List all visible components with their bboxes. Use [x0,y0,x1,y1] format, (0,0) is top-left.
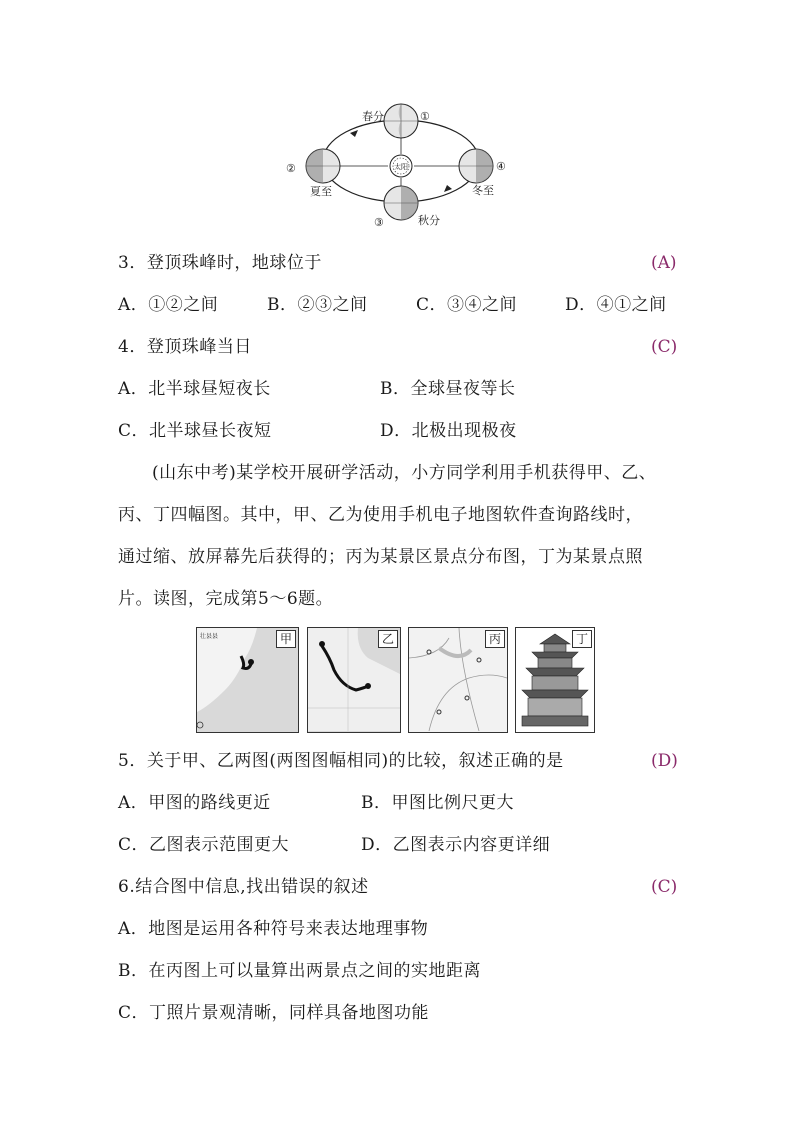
map-yi-label: 乙 [378,630,398,648]
q3-option-a: A．①②之间 [118,295,219,315]
label-autumn: 秋分 [418,214,440,227]
photo-panel-ding [515,627,595,733]
map-jia-label: 甲 [276,630,296,648]
q5-option-c: C．乙图表示范围更大 [118,835,290,855]
label-winter: 冬至 [472,184,494,197]
passage-line-4: 片。读图，完成第5～6题。 [118,589,334,609]
q5-option-d: D．乙图表示内容更详细 [361,835,551,855]
q5-answer: (D) [651,751,678,771]
label-pos3: ③ [374,216,384,229]
map-bing-label: 丙 [485,630,505,648]
photo-ding-label: 丁 [572,630,592,648]
map-panel-jia [196,627,299,733]
label-pos4: ④ [496,160,506,173]
q4-stem: 4．登顶珠峰当日 [118,337,252,357]
q6-answer: (C) [651,877,678,897]
q6-stem: 6.结合图中信息,找出错误的叙述 [118,877,369,897]
label-summer: 夏至 [310,185,332,198]
q5-option-a: A．甲图的路线更近 [118,793,271,813]
label-pos1: ① [420,110,430,123]
q5-stem: 5．关于甲、乙两图(两图图幅相同)的比较，叙述正确的是 [118,751,564,771]
earth-summer-icon [306,149,340,183]
earth-orbit-diagram [280,98,520,233]
q6-option-c: C．丁照片景观清晰，同样具备地图功能 [118,1003,430,1023]
q4-option-c: C．北半球昼长夜短 [118,421,272,441]
q6-option-a: A．地图是运用各种符号来表达地理事物 [118,919,429,939]
map-panel-bing [408,627,508,733]
earth-spring-icon [384,104,418,138]
q5-option-b: B．甲图比例尺更大 [361,793,514,813]
q6-option-b: B．在丙图上可以量算出两景点之间的实地距离 [118,961,481,981]
sun-icon [390,155,412,177]
q3-option-d: D．④①之间 [565,295,667,315]
q4-answer: (C) [651,337,678,357]
q3-stem: 3．登顶珠峰时，地球位于 [118,253,322,273]
q4-option-a: A．北半球昼短夜长 [118,379,271,399]
earth-winter-icon [459,149,493,183]
svg-text:壮县县: 壮县县 [200,633,219,640]
label-pos2: ② [286,162,296,175]
label-spring: 春分 [362,110,384,123]
passage-line-3: 通过缩、放屏幕先后获得的；丙为某景区景点分布图，丁为某景点照 [118,547,643,567]
map-panel-yi [307,627,401,733]
passage-line-2: 丙、丁四幅图。其中，甲、乙为使用手机电子地图软件查询路线时， [118,505,643,525]
sun-label: 太阳 [394,163,408,171]
q3-answer: (A) [651,253,677,273]
q3-option-c: C．③④之间 [416,295,518,315]
earth-autumn-icon [384,186,418,220]
q3-option-b: B．②③之间 [267,295,368,315]
passage-line-1: (山东中考)某学校开展研学活动，小方同学利用手机获得甲、乙、 [152,463,657,483]
q4-option-b: B．全球昼夜等长 [380,379,516,399]
q4-option-d: D．北极出现极夜 [380,421,517,441]
